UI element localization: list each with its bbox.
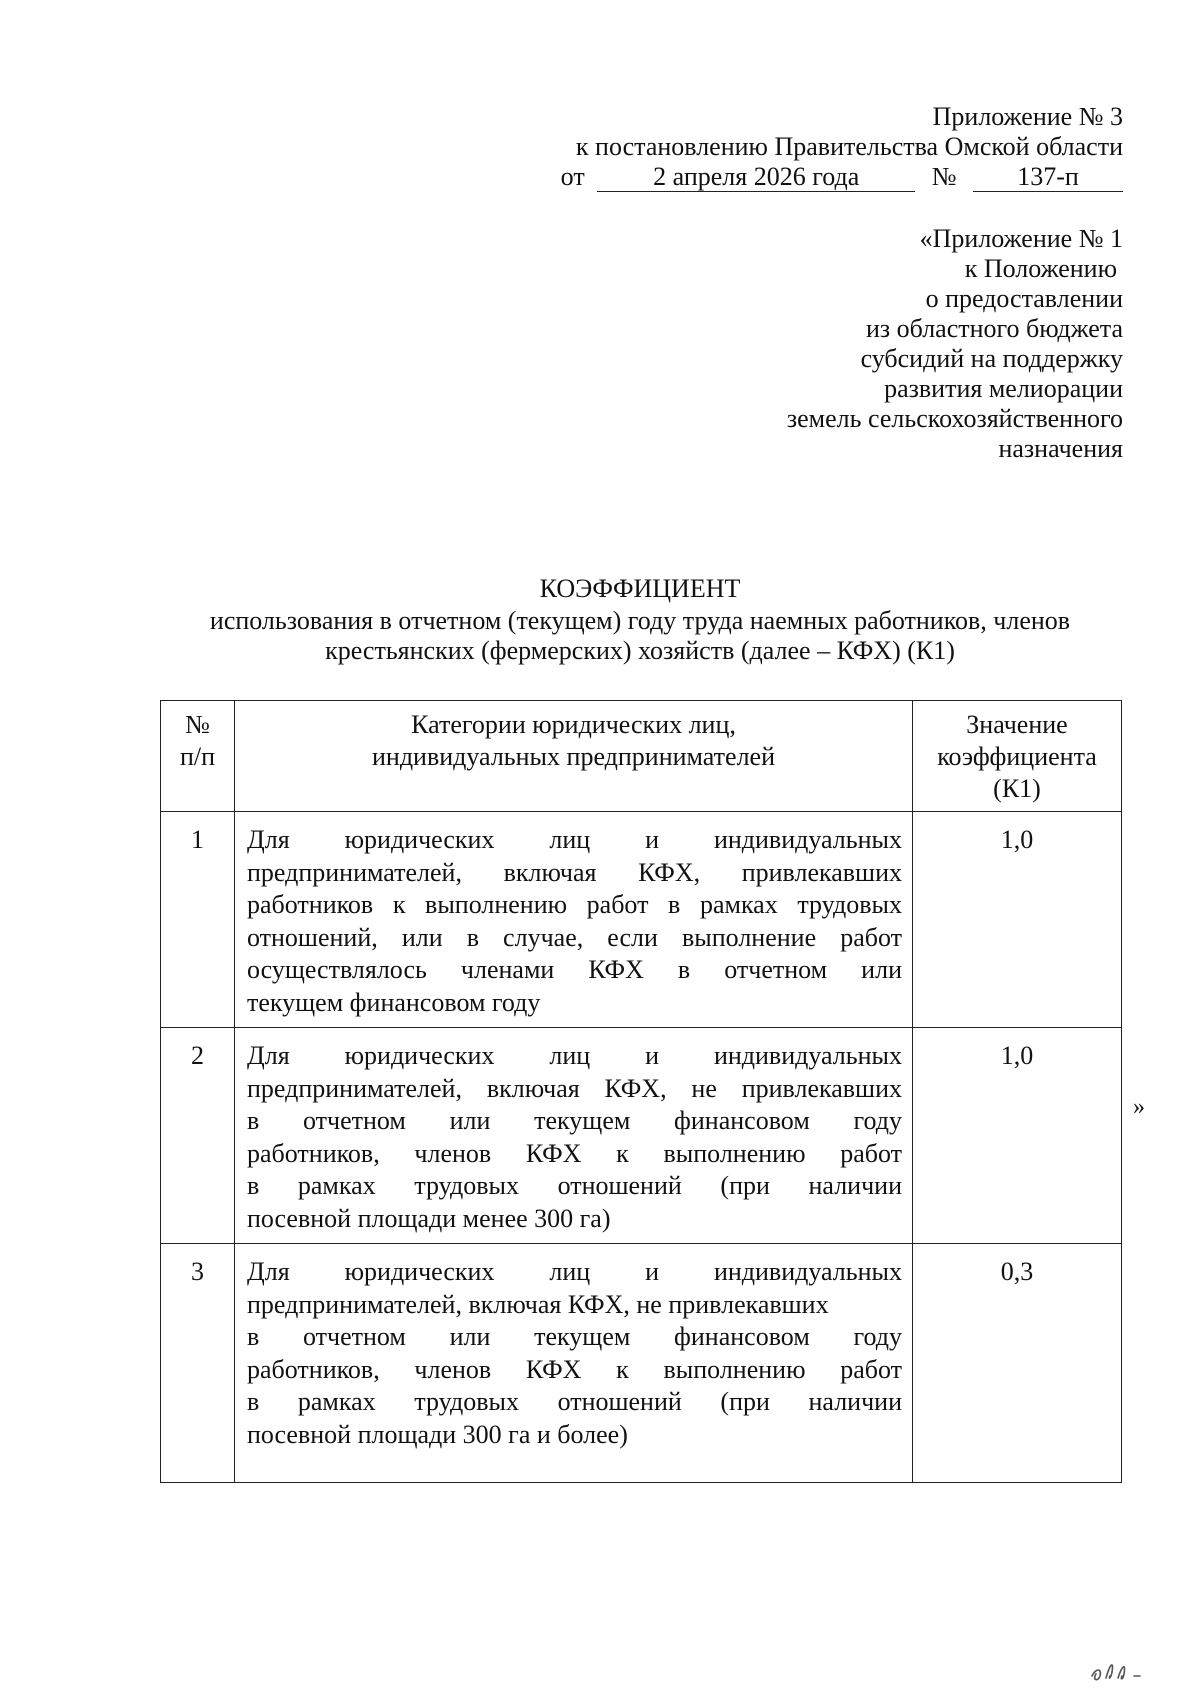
header-value: Значение коэффициента (К1) <box>913 701 1122 812</box>
table-row <box>161 1028 1122 1244</box>
quote-line: из областного бюджета <box>865 314 1123 343</box>
quote-line: субсидий на поддержку <box>860 344 1123 373</box>
initials-mark <box>1088 1654 1178 1691</box>
quote-line: развития мелиорации <box>884 374 1123 403</box>
row-value: 1,0 <box>913 812 1122 1028</box>
from-label: от <box>560 162 585 191</box>
decree-number: 137-п <box>973 163 1123 192</box>
table-header-row <box>161 701 1122 812</box>
quote-line: о предоставлении <box>925 284 1123 313</box>
row-value: 1,0 <box>913 1028 1122 1244</box>
header-block <box>561 102 1123 192</box>
closing-quote: » <box>1133 1094 1145 1120</box>
document-title <box>150 574 1130 604</box>
table-row <box>161 1244 1122 1483</box>
decree-date: 2 апреля 2026 года <box>597 163 915 192</box>
quote-line: земель сельскохозяйственного <box>786 404 1123 433</box>
row-number: 2 <box>161 1028 235 1244</box>
row-category: Для юридических лиц и индивидуальных предпринимателей, включая КФХ, привлекавших работников к выполнению работ в рамках трудовых отношений, или в случае, если выполнение работ осуществлялось членами КФХ в отчетном или текущем финансовом году <box>235 812 913 1028</box>
quote-line: «Приложение № 1 <box>919 224 1123 253</box>
header-category: Категории юридических лиц, индивидуальных предпринимателей <box>235 701 913 812</box>
appendix-label: Приложение № 3 <box>932 102 1123 131</box>
row-number: 1 <box>161 812 235 1028</box>
header-num: № п/п <box>161 701 235 812</box>
quote-line: назначения <box>998 434 1123 463</box>
subtitle-line: использования в отчетном (текущем) году труда наемных работников, членов <box>209 606 1071 635</box>
quoted-appendix-block <box>787 224 1123 464</box>
title-main: КОЭФФИЦИЕНТ <box>539 574 741 603</box>
row-category: Для юридических лиц и индивидуальных предпринимателей, включая КФХ, не привлекавших в отчетном или текущем финансовом году работников, членов КФХ к выполнению работ в рамках трудовых отношений (при наличии посевной площади менее 300 га) <box>235 1028 913 1244</box>
number-label: № <box>931 162 957 191</box>
decree-date-line <box>561 162 1123 192</box>
decree-reference: к постановлению Правительства Омской области <box>575 132 1123 161</box>
quote-line: к Положению <box>964 254 1117 283</box>
row-number: 3 <box>161 1244 235 1483</box>
handwritten-initials-icon <box>1088 1654 1178 1684</box>
row-value: 0,3 <box>913 1244 1122 1483</box>
coefficient-table <box>160 700 1122 1483</box>
subtitle-line: крестьянских (фермерских) хозяйств (далее – КФХ) (К1) <box>325 636 955 665</box>
row-category: Для юридических лиц и индивидуальных предпринимателей, включая КФХ, не привлекавших в отчетном или текущем финансовом году работников, членов КФХ к выполнению работ в рамках трудовых отношений (при наличии посевной площади 300 га и более) <box>235 1244 913 1483</box>
document-subtitle <box>150 606 1130 666</box>
table-row <box>161 812 1122 1028</box>
